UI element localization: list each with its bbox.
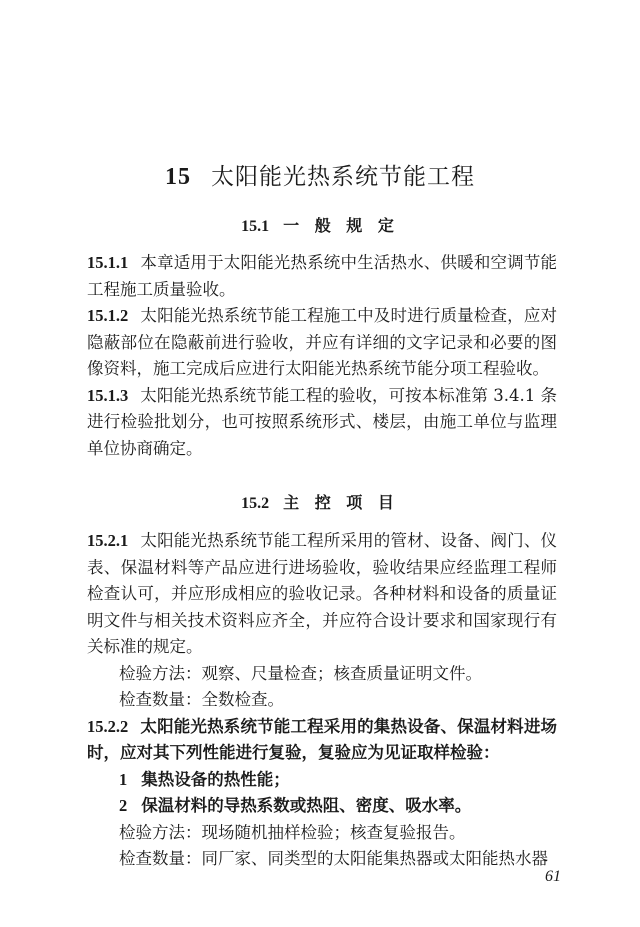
clause-number: 15.1.2 [87, 306, 129, 325]
clause-number: 15.1.3 [87, 385, 129, 405]
clause-number: 15.2.2 [87, 716, 129, 736]
inspection-quantity: 检查数量：同厂家、同类型的太阳能集热器或太阳能热水器 [119, 849, 548, 868]
chapter-title [0, 158, 640, 191]
chapter-number: 15 [165, 164, 191, 190]
list-item-text: 保温材料的导热系数或热阻、密度、吸水率。 [141, 796, 472, 815]
clause-text: 本章适用于太阳能光热系统中生活热水、供暖和空调节能工程施工质量验收。 [87, 253, 557, 299]
section-body-15-2 [87, 528, 557, 873]
section-body-15-1 [87, 250, 557, 462]
section-title-text: 一 般 规 定 [283, 216, 399, 235]
list-item-number: 1 [119, 769, 128, 789]
clause-text: 太阳能光热系统节能工程所采用的管材、设备、阀门、仪表、保温材料等产品应进行进场验收，验收结果应经监理工程师检查认可，并应形成相应的验收记录。各种材料和设备的质量证明文件与相关技术资料应齐全，并应符合设计要求和国家现行有关标准的规定。 [87, 531, 557, 656]
list-item [87, 767, 557, 794]
chapter-title-text: 太阳能光热系统节能工程 [211, 164, 475, 190]
section-title-15-1 [0, 213, 640, 236]
clause-15-2-1 [87, 528, 557, 661]
inspection-method: 检验方法：观察、尺量检查；核查质量证明文件。 [119, 663, 482, 683]
clause-15-1-1 [87, 250, 557, 303]
clause-number: 15.1.1 [87, 253, 129, 272]
clause-text: 太阳能光热系统节能工程施工中及时进行质量检查，应对隐蔽部位在隐蔽前进行验收，并应有详细的文字记录和必要的图像资料，施工完成后应进行太阳能光热系统节能分项工程验收。 [87, 306, 557, 378]
clause-15-2-2 [87, 714, 557, 767]
section-title-text: 主 控 项 目 [283, 493, 399, 512]
inspection-quantity: 检查数量：全数检查。 [119, 690, 284, 709]
clause-15-1-3 [87, 383, 557, 463]
list-item-text: 集热设备的热性能； [141, 769, 290, 789]
clause-text: 太阳能光热系统节能工程采用的集热设备、保温材料进场时，应对其下列性能进行复验，复验应为见证取样检验： [87, 716, 557, 762]
clause-text: 太阳能光热系统节能工程的验收，可按本标准第 3.4.1 条进行检验批划分，也可按照系统形式、楼层，由施工单位与监理单位协商确定。 [87, 385, 557, 458]
section-number: 15.2 [241, 495, 270, 512]
section-number: 15.1 [241, 218, 270, 235]
clause-15-1-2 [87, 303, 557, 383]
list-item-number: 2 [119, 796, 128, 815]
section-title-15-2 [0, 490, 640, 513]
inspection-method: 检验方法：现场随机抽样检验；核查复验报告。 [119, 822, 466, 842]
list-item [87, 793, 557, 820]
page-number: 61 [545, 868, 561, 885]
clause-number: 15.2.1 [87, 531, 129, 550]
